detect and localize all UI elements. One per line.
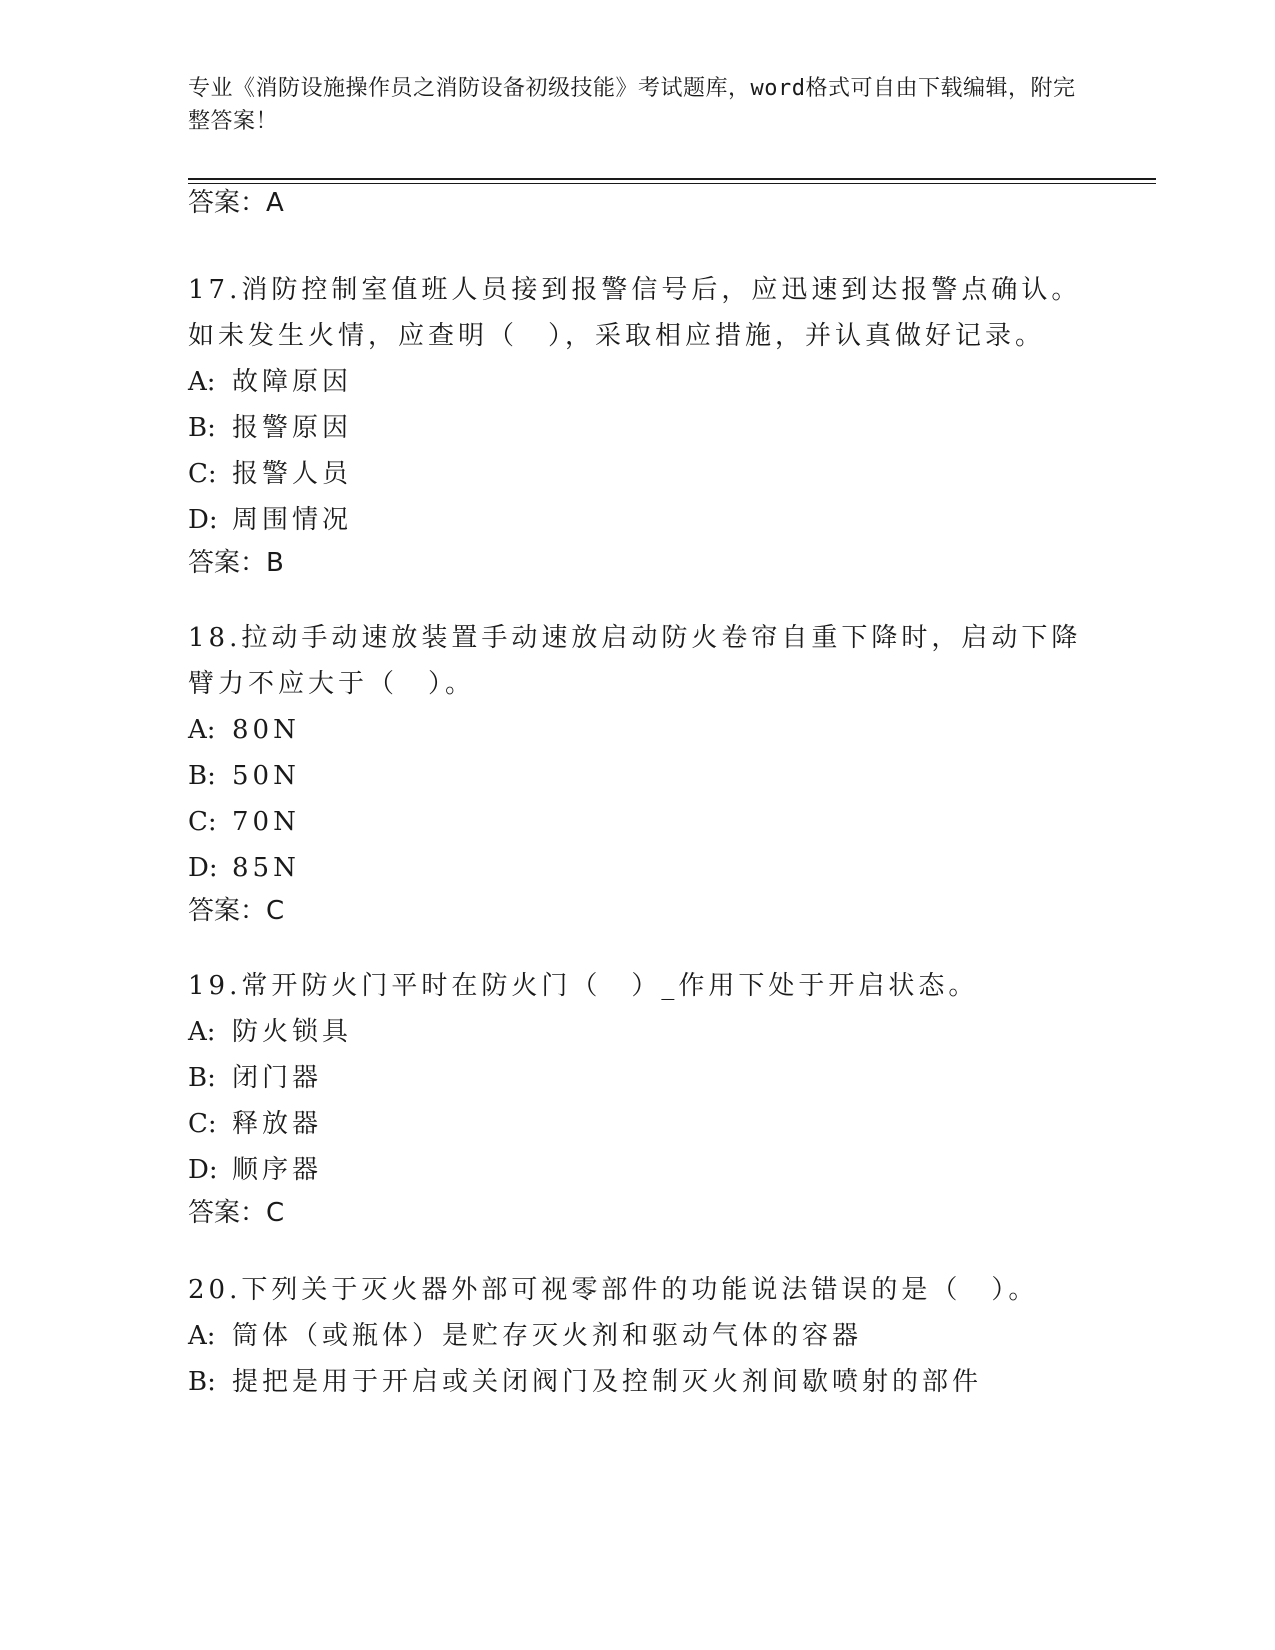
option-text: 周围情况	[232, 505, 353, 535]
option-text: 闭门器	[232, 1063, 323, 1093]
option-c	[188, 799, 1088, 845]
document-header: 专业《消防设施操作员之消防设备初级技能》考试题库，word格式可自由下载编辑，附完整答案！	[188, 76, 1076, 134]
option-letter: B:	[188, 761, 216, 791]
option-a	[188, 707, 1088, 753]
option-text: 50N	[232, 761, 300, 791]
answer: 答案：C	[188, 1198, 285, 1228]
question-18	[188, 615, 1088, 931]
option-letter: A:	[188, 367, 216, 397]
option-letter: C:	[188, 459, 217, 489]
option-letter: C:	[188, 1109, 217, 1139]
option-text: 顺序器	[232, 1155, 323, 1185]
option-text: 释放器	[232, 1109, 323, 1139]
option-a	[188, 1009, 1088, 1055]
question-19	[188, 963, 1088, 1233]
option-letter: D:	[188, 853, 218, 883]
option-text: 故障原因	[232, 367, 353, 397]
option-a	[188, 1313, 1088, 1359]
option-text: 报警原因	[232, 413, 353, 443]
option-b	[188, 1359, 1088, 1405]
answer: 答案：C	[188, 896, 285, 926]
question-text: 17.消防控制室值班人员接到报警信号后，应迅速到达报警点确认。如未发生火情，应查明（ ），采取相应措施，并认真做好记录。	[188, 275, 1082, 351]
option-letter: B:	[188, 413, 216, 443]
option-letter: D:	[188, 505, 218, 535]
option-letter: A:	[188, 715, 216, 745]
option-d	[188, 1147, 1088, 1193]
option-text: 80N	[232, 715, 300, 745]
option-b	[188, 1055, 1088, 1101]
option-letter: A:	[188, 1321, 216, 1351]
option-c	[188, 451, 1088, 497]
option-a	[188, 359, 1088, 405]
option-text: 防火锁具	[232, 1017, 353, 1047]
option-b	[188, 405, 1088, 451]
option-d	[188, 845, 1088, 891]
answer: 答案：B	[188, 548, 284, 578]
option-b	[188, 753, 1088, 799]
option-c	[188, 1101, 1088, 1147]
question-text: 19.常开防火门平时在防火门（ ）_作用下处于开启状态。	[188, 971, 979, 1001]
option-letter: D:	[188, 1155, 218, 1185]
option-letter: A:	[188, 1017, 216, 1047]
option-text: 70N	[232, 807, 300, 837]
option-text: 85N	[232, 853, 300, 883]
option-text: 报警人员	[232, 459, 353, 489]
option-letter: C:	[188, 807, 217, 837]
question-text: 18.拉动手动速放装置手动速放启动防火卷帘自重下降时，启动下降臂力不应大于（ ）。	[188, 623, 1082, 699]
option-d	[188, 497, 1088, 543]
question-20	[188, 1267, 1088, 1405]
question-text: 20.下列关于灭火器外部可视零部件的功能说法错误的是（ ）。	[188, 1275, 1039, 1305]
question-17	[188, 267, 1088, 583]
option-text: 筒体（或瓶体）是贮存灭火剂和驱动气体的容器	[232, 1321, 863, 1351]
option-letter: B:	[188, 1063, 216, 1093]
option-text: 提把是用于开启或关闭阀门及控制灭火剂间歇喷射的部件	[232, 1367, 983, 1397]
answer-16: 答案：A	[188, 188, 284, 218]
header-divider-thick	[188, 178, 1156, 180]
option-letter: B:	[188, 1367, 216, 1397]
